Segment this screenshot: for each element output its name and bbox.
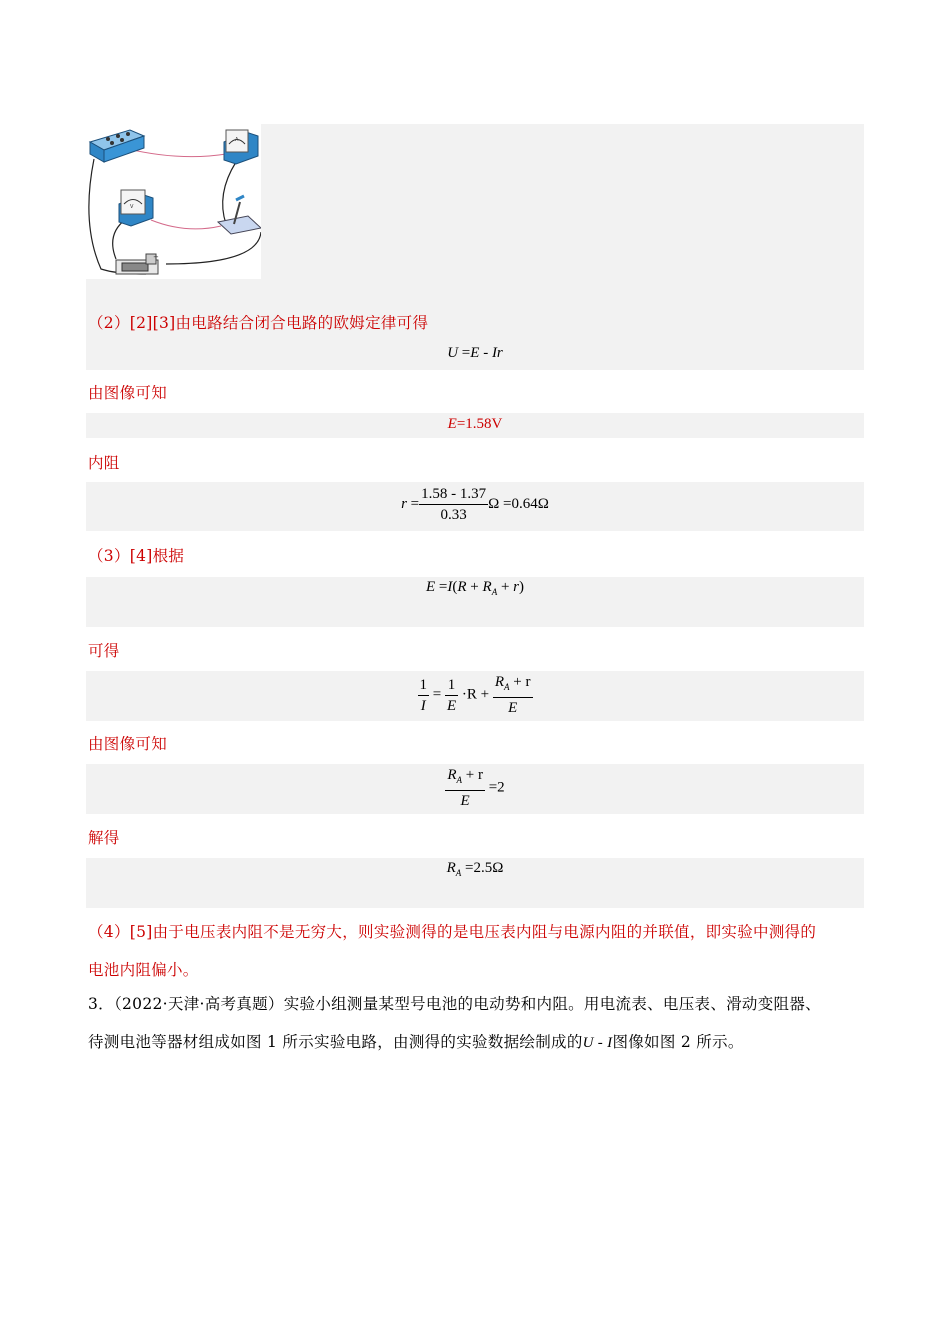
can-get-label: 可得 [88, 642, 120, 660]
solve-label: 解得 [88, 829, 120, 847]
question3-line2 [88, 1032, 744, 1053]
power-supply [90, 130, 144, 162]
svg-text:+: + [153, 253, 159, 261]
voltmeter [119, 190, 153, 226]
part4-line2: 电池内阻偏小。 [88, 961, 199, 979]
emf-value: E=1.58V [447, 416, 503, 432]
frac-1-over-I: $\frac{1}{I}$ [419, 676, 427, 714]
svg-text:A: A [235, 137, 239, 143]
part4-line1: （4）[5]由于电压表内阻不是无穷大，则实验测得的是电压表内阻与电源内阻的并联值，即实验中测得的 [88, 923, 817, 941]
svg-text:V: V [130, 204, 134, 210]
question3-line1 [88, 994, 821, 1014]
ohm-equation: U =E - Ir [447, 345, 503, 361]
slope-equation: $\frac{R_A + r}{E}$ =2 [447, 767, 505, 809]
from-graph-label-1: 由图像可知 [88, 384, 168, 402]
emf-equation: $E =I(R + R_A + r)$ [425, 579, 524, 597]
circuit-figure [86, 124, 261, 279]
internal-resistance-label: 内阻 [88, 454, 120, 472]
frac-slope: $\frac{R_A + r}{E}$ [447, 767, 483, 809]
reciprocal-equation: $\frac{1}{I}$ = $\frac{1}{E}$ ·R + $\frac{R_A + r}{E}$ [419, 674, 531, 716]
circuit-diagram [86, 124, 261, 279]
question3-text-1: （2022·天津·高考真题）实验小组测量某型号电池的电动势和内阻。用电流表、电压表、滑动变阻器、 [113, 995, 821, 1013]
question3-text-2a: 待测电池等器材组成如图 1 所示实验电路，由测得的实验数据绘制成的 [88, 1033, 583, 1051]
ammeter [224, 130, 258, 164]
question-number: 3． [88, 995, 114, 1013]
RA-equation: $R_A =2.5\Omega$ [446, 860, 504, 878]
frac-1-over-E: $\frac{1}{E}$ [446, 676, 457, 714]
frac-RA-plus-r-over-E: $\frac{R_A + r}{E}$ [494, 674, 531, 716]
switch [218, 196, 261, 234]
question3-text-2b: 图像如图 2 所示。 [612, 1033, 744, 1051]
from-graph-label-2: 由图像可知 [88, 735, 168, 753]
part3-label: （3）[4]根据 [88, 547, 185, 565]
part2-label: （2）[2][3]由电路结合闭合电路的欧姆定律可得 [88, 314, 429, 332]
ui-label: U - I [582, 1035, 613, 1051]
battery [116, 253, 159, 274]
r-fraction: $\frac{1.58 - 1.37}{0.33}$ [421, 486, 487, 523]
r-equation: r = $\frac{1.58 - 1.37}{0.33}$ Ω =0.64Ω [401, 486, 549, 523]
